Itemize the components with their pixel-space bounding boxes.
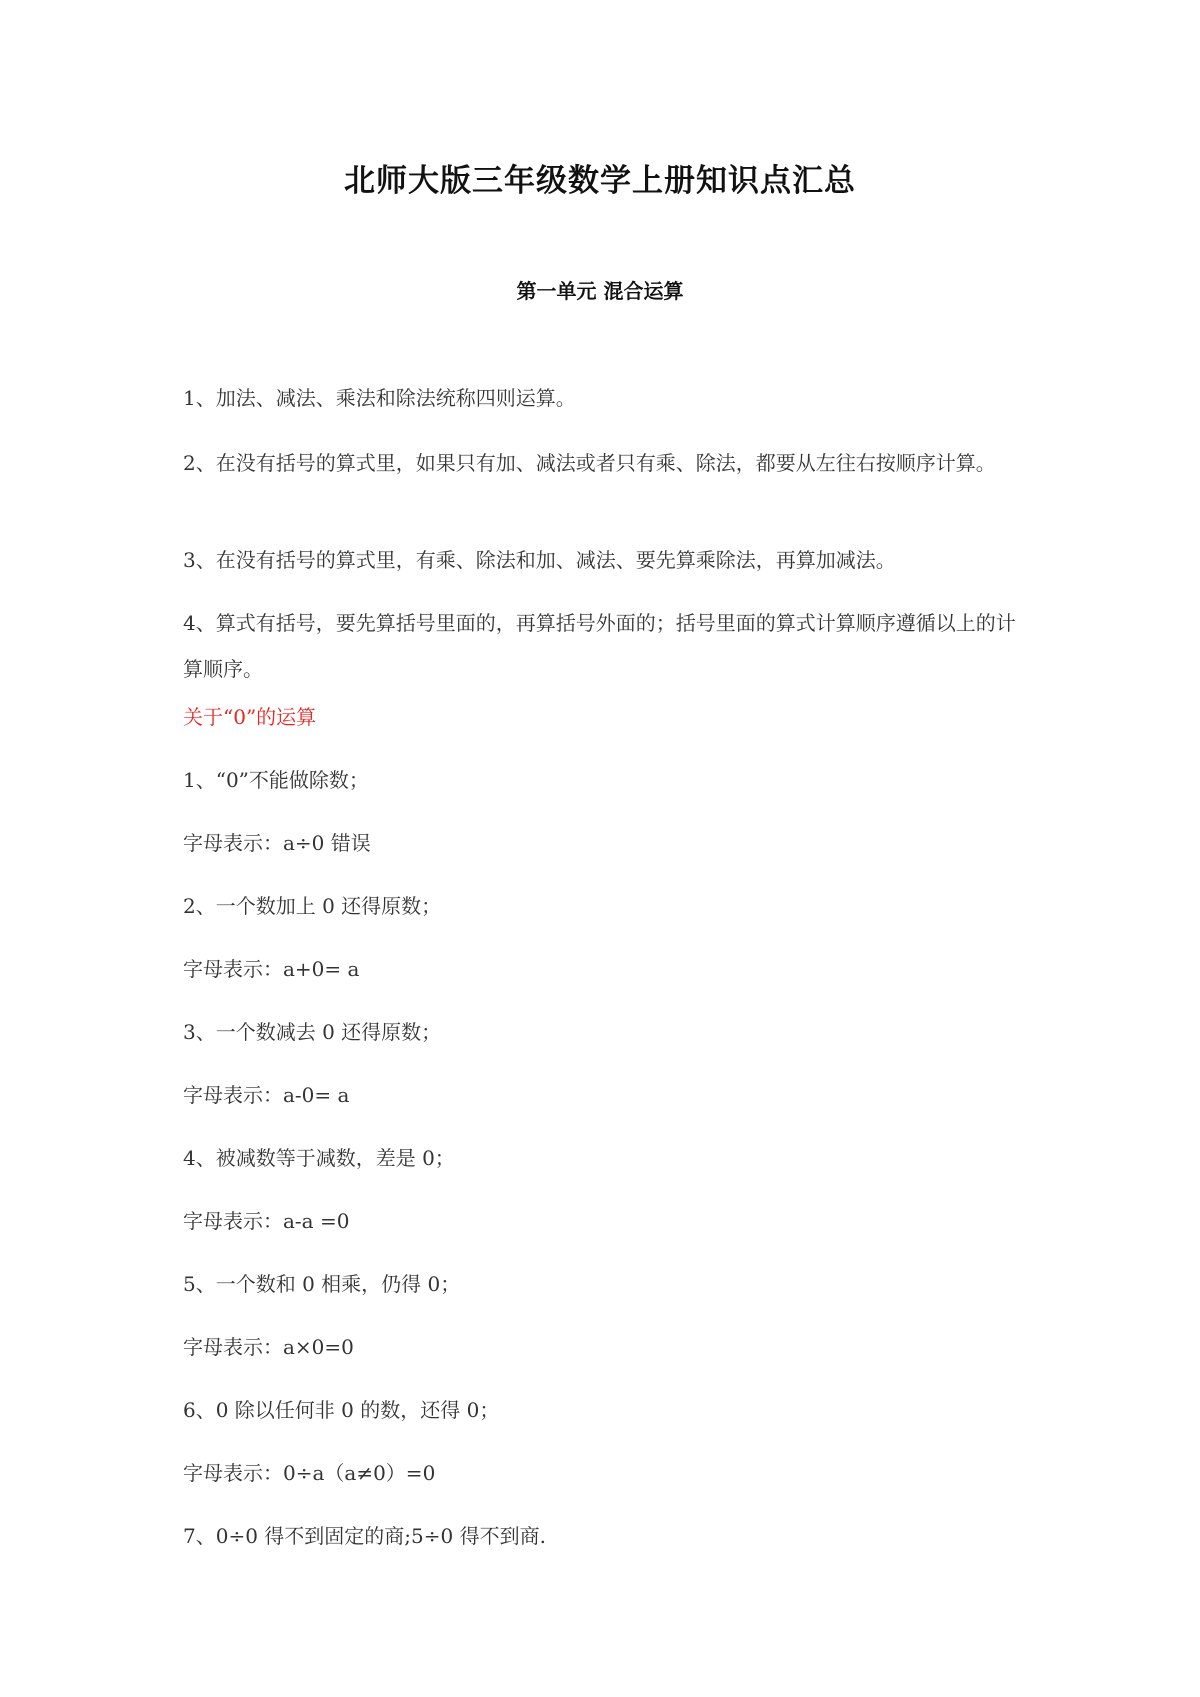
zero-formula-6: 字母表示：0÷a（a≠0）=0: [183, 1461, 436, 1485]
zero-formula-4: 字母表示：a-a =0: [183, 1209, 350, 1233]
zero-formula-5: 字母表示：a×0=0: [183, 1335, 354, 1359]
rule-3: 3、在没有括号的算式里，有乘、除法和加、减法、要先算乘除法，再算加减法。: [183, 548, 896, 572]
rule-2: 2、在没有括号的算式里，如果只有加、减法或者只有乘、除法，都要从左往右按顺序计算。: [183, 451, 996, 475]
zero-rule-1: 1、“0”不能做除数；: [183, 768, 369, 792]
zero-formula-1: 字母表示：a÷0 错误: [183, 831, 371, 855]
zero-rule-6: 6、0 除以任何非 0 的数，还得 0；: [183, 1398, 500, 1422]
rule-4: 4、算式有括号，要先算括号里面的，再算括号外面的；括号里面的算式计算顺序遵循以上的计算顺序。: [183, 611, 1016, 681]
zero-formula-3: 字母表示：a-0= a: [183, 1083, 350, 1107]
zero-section-heading: 关于“0”的运算: [183, 705, 317, 729]
zero-rule-7: 7、0÷0 得不到固定的商;5÷0 得不到商.: [183, 1524, 546, 1548]
zero-rule-5: 5、一个数和 0 相乘，仍得 0；: [183, 1272, 461, 1296]
rule-1: 1、加法、减法、乘法和除法统称四则运算。: [183, 386, 576, 410]
zero-rule-3: 3、一个数减去 0 还得原数；: [183, 1020, 442, 1044]
zero-rule-2: 2、一个数加上 0 还得原数；: [183, 894, 442, 918]
document-title: 北师大版三年级数学上册知识点汇总: [344, 163, 856, 199]
zero-formula-2: 字母表示：a+0= a: [183, 957, 360, 981]
unit-heading: 第一单元 混合运算: [516, 279, 684, 303]
zero-rule-4: 4、被减数等于减数，差是 0；: [183, 1146, 455, 1170]
